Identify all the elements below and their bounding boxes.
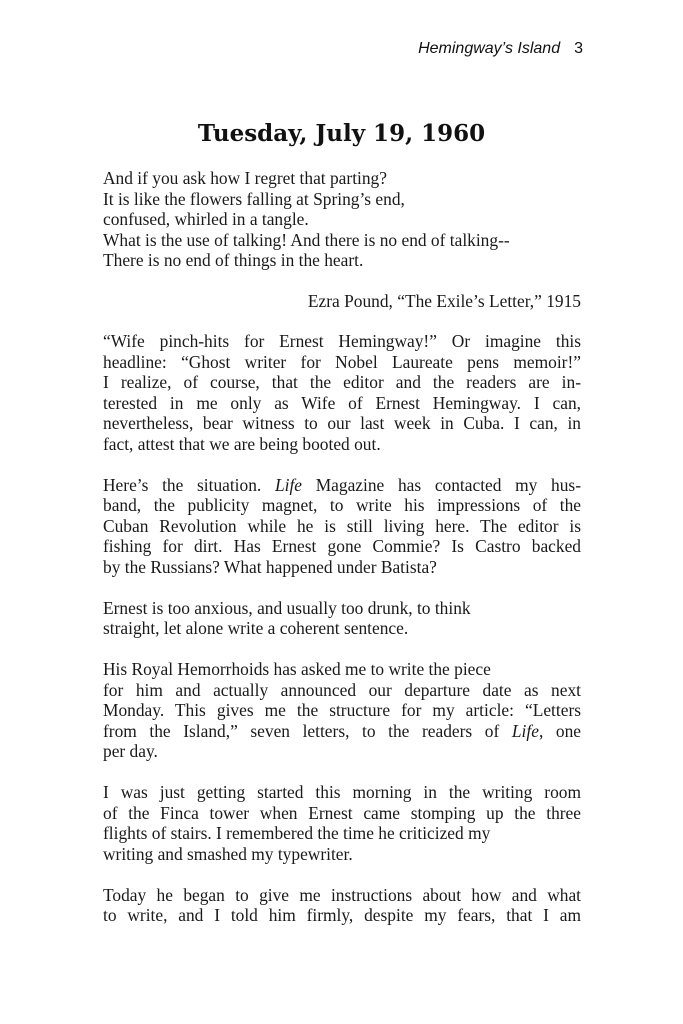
paragraph-2 xyxy=(103,475,581,578)
text-line: fact, attest that we are being booted out. xyxy=(103,433,381,454)
magazine-title: Life xyxy=(511,720,539,741)
text-span: , one xyxy=(538,720,581,741)
text-line: I realize, of course, that the editor and the readers are in- xyxy=(103,372,581,392)
text-span: from the Island,” seven letters, to the readers of xyxy=(103,720,512,741)
epigraph xyxy=(103,168,581,271)
text-line: for him and actually announced our departure date as next xyxy=(103,679,581,700)
text-line: Today he began to give me instructions about how and what xyxy=(103,884,581,905)
page-number: 3 xyxy=(574,40,583,57)
epigraph-attribution: Ezra Pound, “The Exile’s Letter,” 1915 xyxy=(307,290,581,311)
text-line: Cuban Revolution while he is still living here. The editor is xyxy=(103,515,581,536)
text-line: to write, and I told him firmly, despite my fears, that I am xyxy=(103,905,581,925)
page-body xyxy=(103,168,581,946)
text-line: straight, let alone write a coherent sentence. xyxy=(103,618,409,638)
text-line: of the Finca tower when Ernest came stomping up the three xyxy=(103,802,581,823)
text-line: band, the publicity magnet, to write his impressions of the xyxy=(103,495,581,515)
epigraph-line: There is no end of things in the heart. xyxy=(103,250,364,270)
paragraph-4 xyxy=(103,659,581,762)
text-line: His Royal Hemorrhoids has asked me to write the piece xyxy=(103,659,491,679)
text-line: Ernest is too anxious, and usually too drunk, to think xyxy=(103,597,471,618)
text-span: Magazine has contacted my hus- xyxy=(302,474,581,495)
epigraph-line: What is the use of talking! And there is no end of talking-- xyxy=(103,229,510,250)
text-line: by the Russians? What happened under Batista? xyxy=(103,556,437,577)
text-line: headline: “Ghost writer for Nobel Laureate pens memoir!” xyxy=(103,351,581,372)
text-line: Monday. This gives me the structure for my article: “Letters xyxy=(103,700,581,720)
text-line: “Wife pinch-hits for Ernest Hemingway!” Or imagine this xyxy=(103,331,581,351)
text-line: terested in me only as Wife of Ernest Hemingway. I can, xyxy=(103,392,581,413)
paragraph-1 xyxy=(103,331,581,454)
text-line: fishing for dirt. Has Ernest gone Commie? Is Castro backed xyxy=(103,536,581,556)
text-line: nevertheless, bear witness to our last week in Cuba. I can, in xyxy=(103,413,581,433)
text-line xyxy=(103,475,581,496)
text-line: flights of stairs. I remembered the time he criticized my xyxy=(103,823,491,843)
running-header xyxy=(418,40,583,58)
paragraph-3 xyxy=(103,598,581,639)
magazine-title: Life xyxy=(274,474,303,495)
epigraph-line: It is like the flowers falling at Spring’s end, xyxy=(103,188,405,209)
running-title: Hemingway’s Island xyxy=(418,40,561,57)
paragraph-6 xyxy=(103,885,581,926)
epigraph-line: confused, whirled in a tangle. xyxy=(103,209,309,229)
text-line: per day. xyxy=(103,741,158,761)
text-line: writing and smashed my typewriter. xyxy=(103,843,353,864)
paragraph-5 xyxy=(103,782,581,864)
text-span: Here’s the situation. xyxy=(103,474,275,495)
chapter-title: Tuesday, July 19, 1960 xyxy=(197,120,486,147)
text-line: I was just getting started this morning in the writing room xyxy=(103,782,581,802)
text-line xyxy=(103,721,581,742)
epigraph-line: And if you ask how I regret that parting? xyxy=(103,168,387,188)
